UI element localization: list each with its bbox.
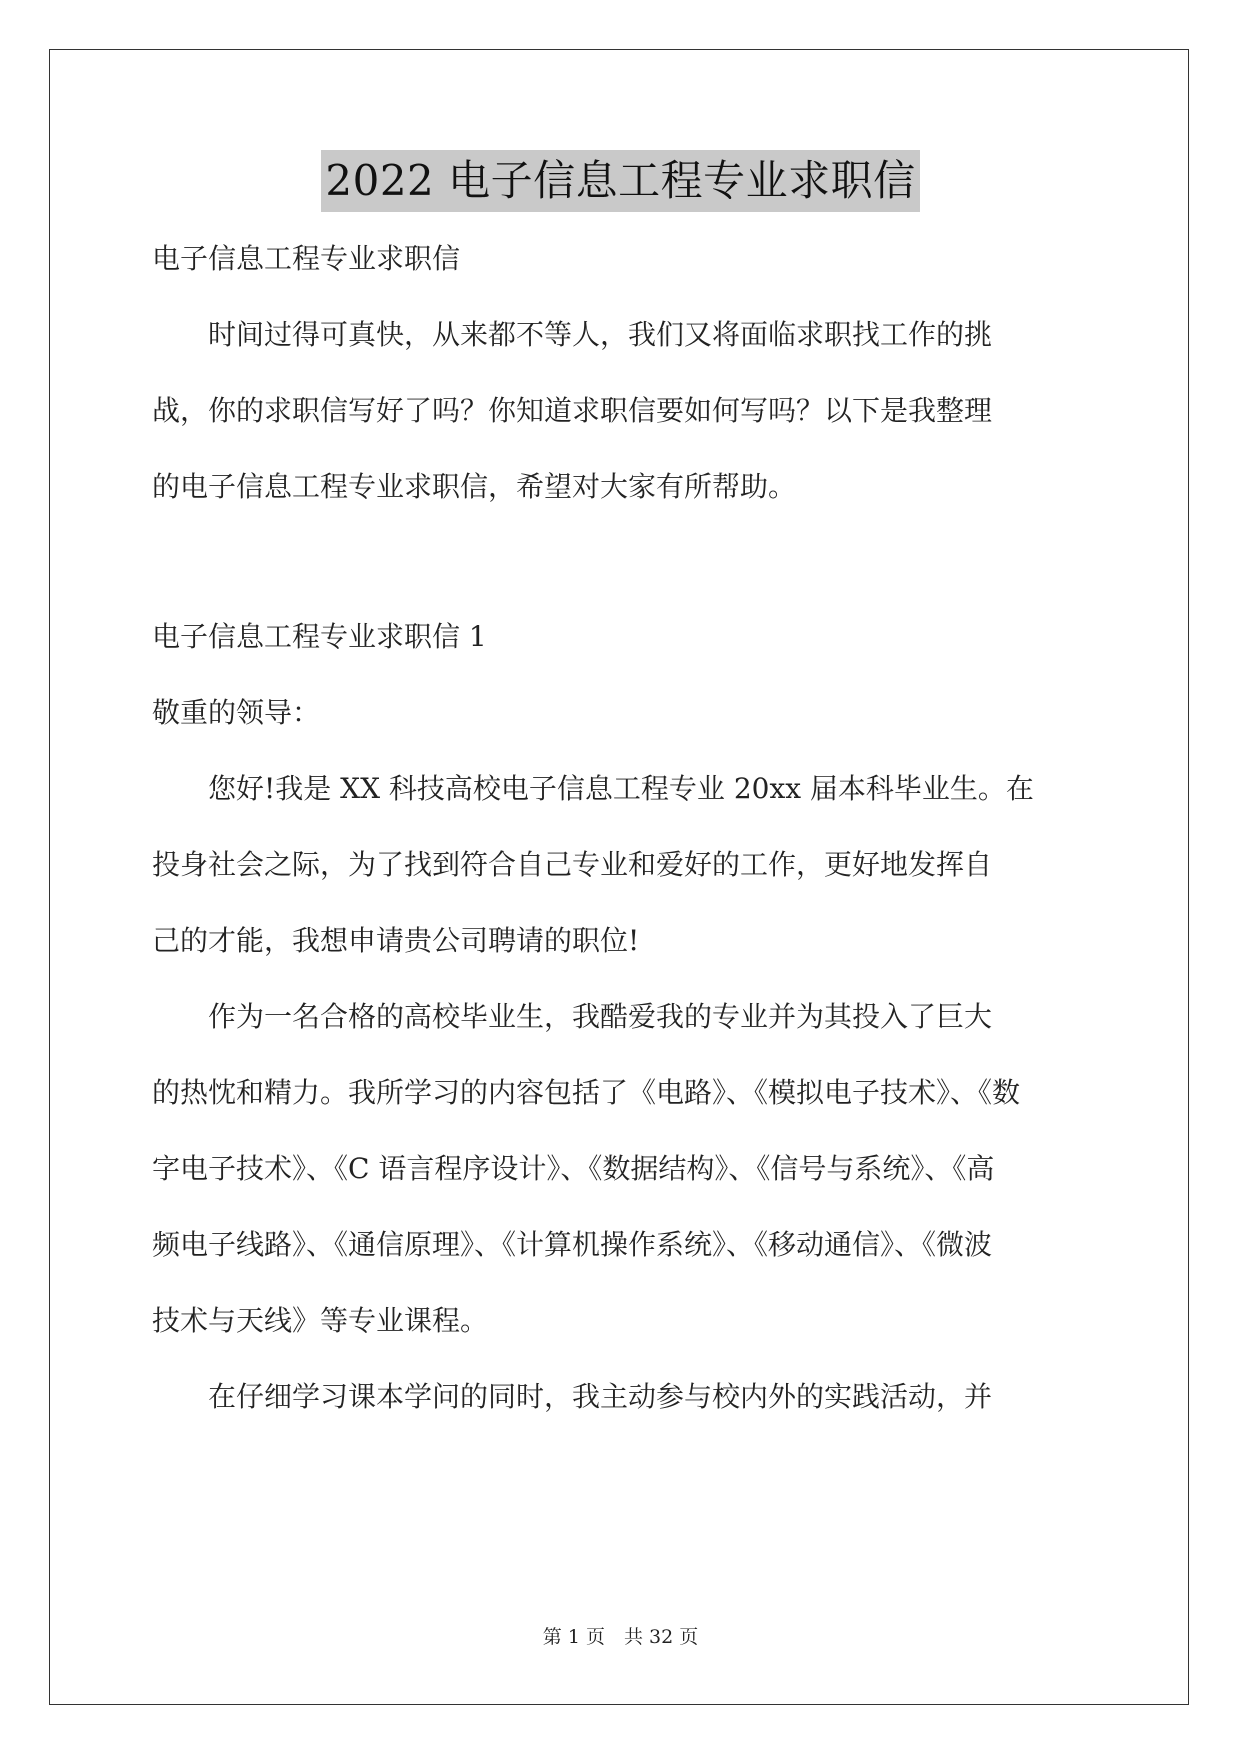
paragraph-line: 的电子信息工程专业求职信，希望对大家有所帮助。	[152, 470, 797, 503]
salutation: 敬重的领导：	[152, 696, 321, 729]
section-heading: 电子信息工程专业求职信 1	[152, 620, 487, 653]
paragraph-line: 投身社会之际，为了找到符合自己专业和爱好的工作，更好地发挥自	[152, 848, 993, 881]
document-body	[152, 239, 1094, 1417]
paragraph-line: 您好!我是 XX 科技高校电子信息工程专业 20xx 届本科毕业生。在	[208, 772, 1034, 805]
paragraph-line: 在仔细学习课本学问的同时，我主动参与校内外的实践活动，并	[208, 1380, 993, 1413]
title-container	[0, 150, 1241, 212]
paragraph-line: 战，你的求职信写好了吗？你知道求职信要如何写吗？以下是我整理	[152, 394, 993, 427]
paragraph-line: 字电子技术》、《C 语言程序设计》、《数据结构》、《信号与系统》、《高	[152, 1152, 995, 1185]
paragraph-line: 频电子线路》、《通信原理》、《计算机操作系统》、《移动通信》、《微波	[152, 1228, 993, 1261]
document-title: 2022 电子信息工程专业求职信	[321, 150, 919, 212]
section-heading: 电子信息工程专业求职信	[152, 242, 461, 275]
paragraph-line: 技术与天线》等专业课程。	[152, 1304, 489, 1337]
paragraph-line: 作为一名合格的高校毕业生，我酷爱我的专业并为其投入了巨大	[208, 1000, 993, 1033]
page-footer: 第 1 页 共 32 页	[542, 1626, 699, 1648]
paragraph-line: 时间过得可真快，从来都不等人，我们又将面临求职找工作的挑	[208, 318, 993, 351]
paragraph-line: 己的才能，我想申请贵公司聘请的职位!	[152, 924, 640, 957]
paragraph-line: 的热忱和精力。我所学习的内容包括了《电路》、《模拟电子技术》、《数	[152, 1076, 1021, 1109]
